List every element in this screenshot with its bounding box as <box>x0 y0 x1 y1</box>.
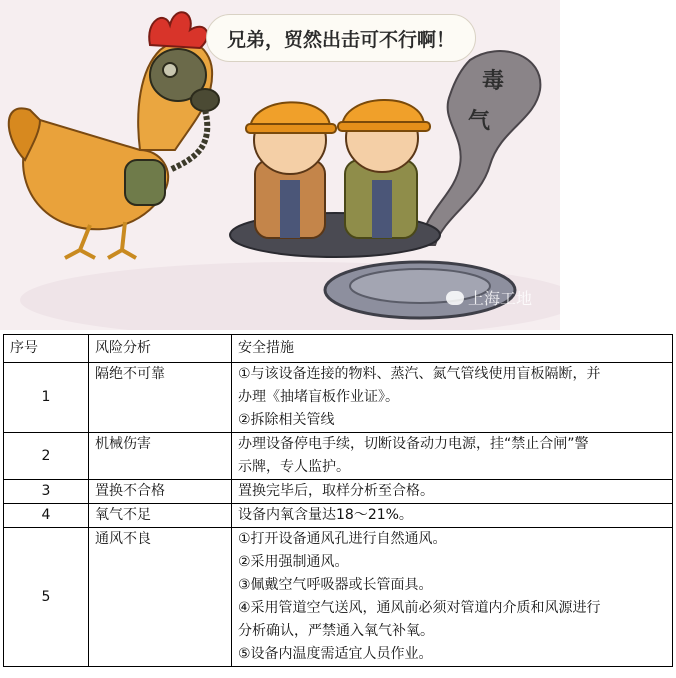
worker-left-icon <box>246 102 336 238</box>
table-row <box>4 480 673 504</box>
table-header-row <box>4 335 673 363</box>
row-no: 1 <box>4 363 89 433</box>
table-row <box>4 528 673 667</box>
gas-label-1: 毒 <box>482 69 505 94</box>
row-measures <box>232 504 673 528</box>
measure-line: 办理《抽堵盲板作业证》。 <box>238 389 399 405</box>
row-measures <box>232 528 673 667</box>
wechat-icon <box>446 291 464 305</box>
measure-line: 设备内氧含量达18～21%。 <box>238 507 413 523</box>
row-risk: 机械伤害 <box>89 433 232 480</box>
row-no: 4 <box>4 504 89 528</box>
table-row <box>4 363 673 433</box>
row-measures <box>232 363 673 433</box>
row-risk: 隔绝不可靠 <box>89 363 232 433</box>
measure-line: ②采用强制通风。 <box>238 554 349 570</box>
watermark <box>446 286 532 309</box>
row-measures <box>232 480 673 504</box>
row-no: 2 <box>4 433 89 480</box>
gas-label-2: 气 <box>468 109 491 134</box>
table-row <box>4 504 673 528</box>
measure-line: 分析确认，严禁通入氧气补氧。 <box>238 623 434 639</box>
measure-line: ①与该设备连接的物料、蒸汽、氮气管线使用盲板隔断，并 <box>238 366 601 382</box>
safety-cartoon <box>0 0 560 330</box>
measure-line: ④采用管道空气送风，通风前必须对管道内介质和风源进行 <box>238 600 601 616</box>
row-risk: 通风不良 <box>89 528 232 667</box>
row-risk: 置换不合格 <box>89 480 232 504</box>
risk-measures-table <box>3 334 673 667</box>
row-risk: 氧气不足 <box>89 504 232 528</box>
header-measures: 安全措施 <box>232 335 673 363</box>
measure-line: ③佩戴空气呼吸器或长管面具。 <box>238 577 433 593</box>
measure-line: 办理设备停电手续，切断设备动力电源，挂“禁止合闸”警 <box>238 436 589 452</box>
measure-line: ②拆除相关管线 <box>238 412 335 428</box>
row-measures <box>232 433 673 480</box>
header-risk: 风险分析 <box>89 335 232 363</box>
speech-bubble: 兄弟，贸然出击可不行啊！ <box>206 14 476 62</box>
measure-line: 示牌，专人监护。 <box>238 459 350 475</box>
row-no: 5 <box>4 528 89 667</box>
row-no: 3 <box>4 480 89 504</box>
header-no: 序号 <box>4 335 89 363</box>
watermark-text: 上海工地 <box>468 289 533 308</box>
measure-line: 置换完毕后，取样分析至合格。 <box>238 483 434 499</box>
worker-right-icon <box>338 100 430 238</box>
table-row <box>4 433 673 480</box>
measure-line: ①打开设备通风孔进行自然通风。 <box>238 531 447 547</box>
measure-line: ⑤设备内温度需适宜人员作业。 <box>238 646 433 662</box>
